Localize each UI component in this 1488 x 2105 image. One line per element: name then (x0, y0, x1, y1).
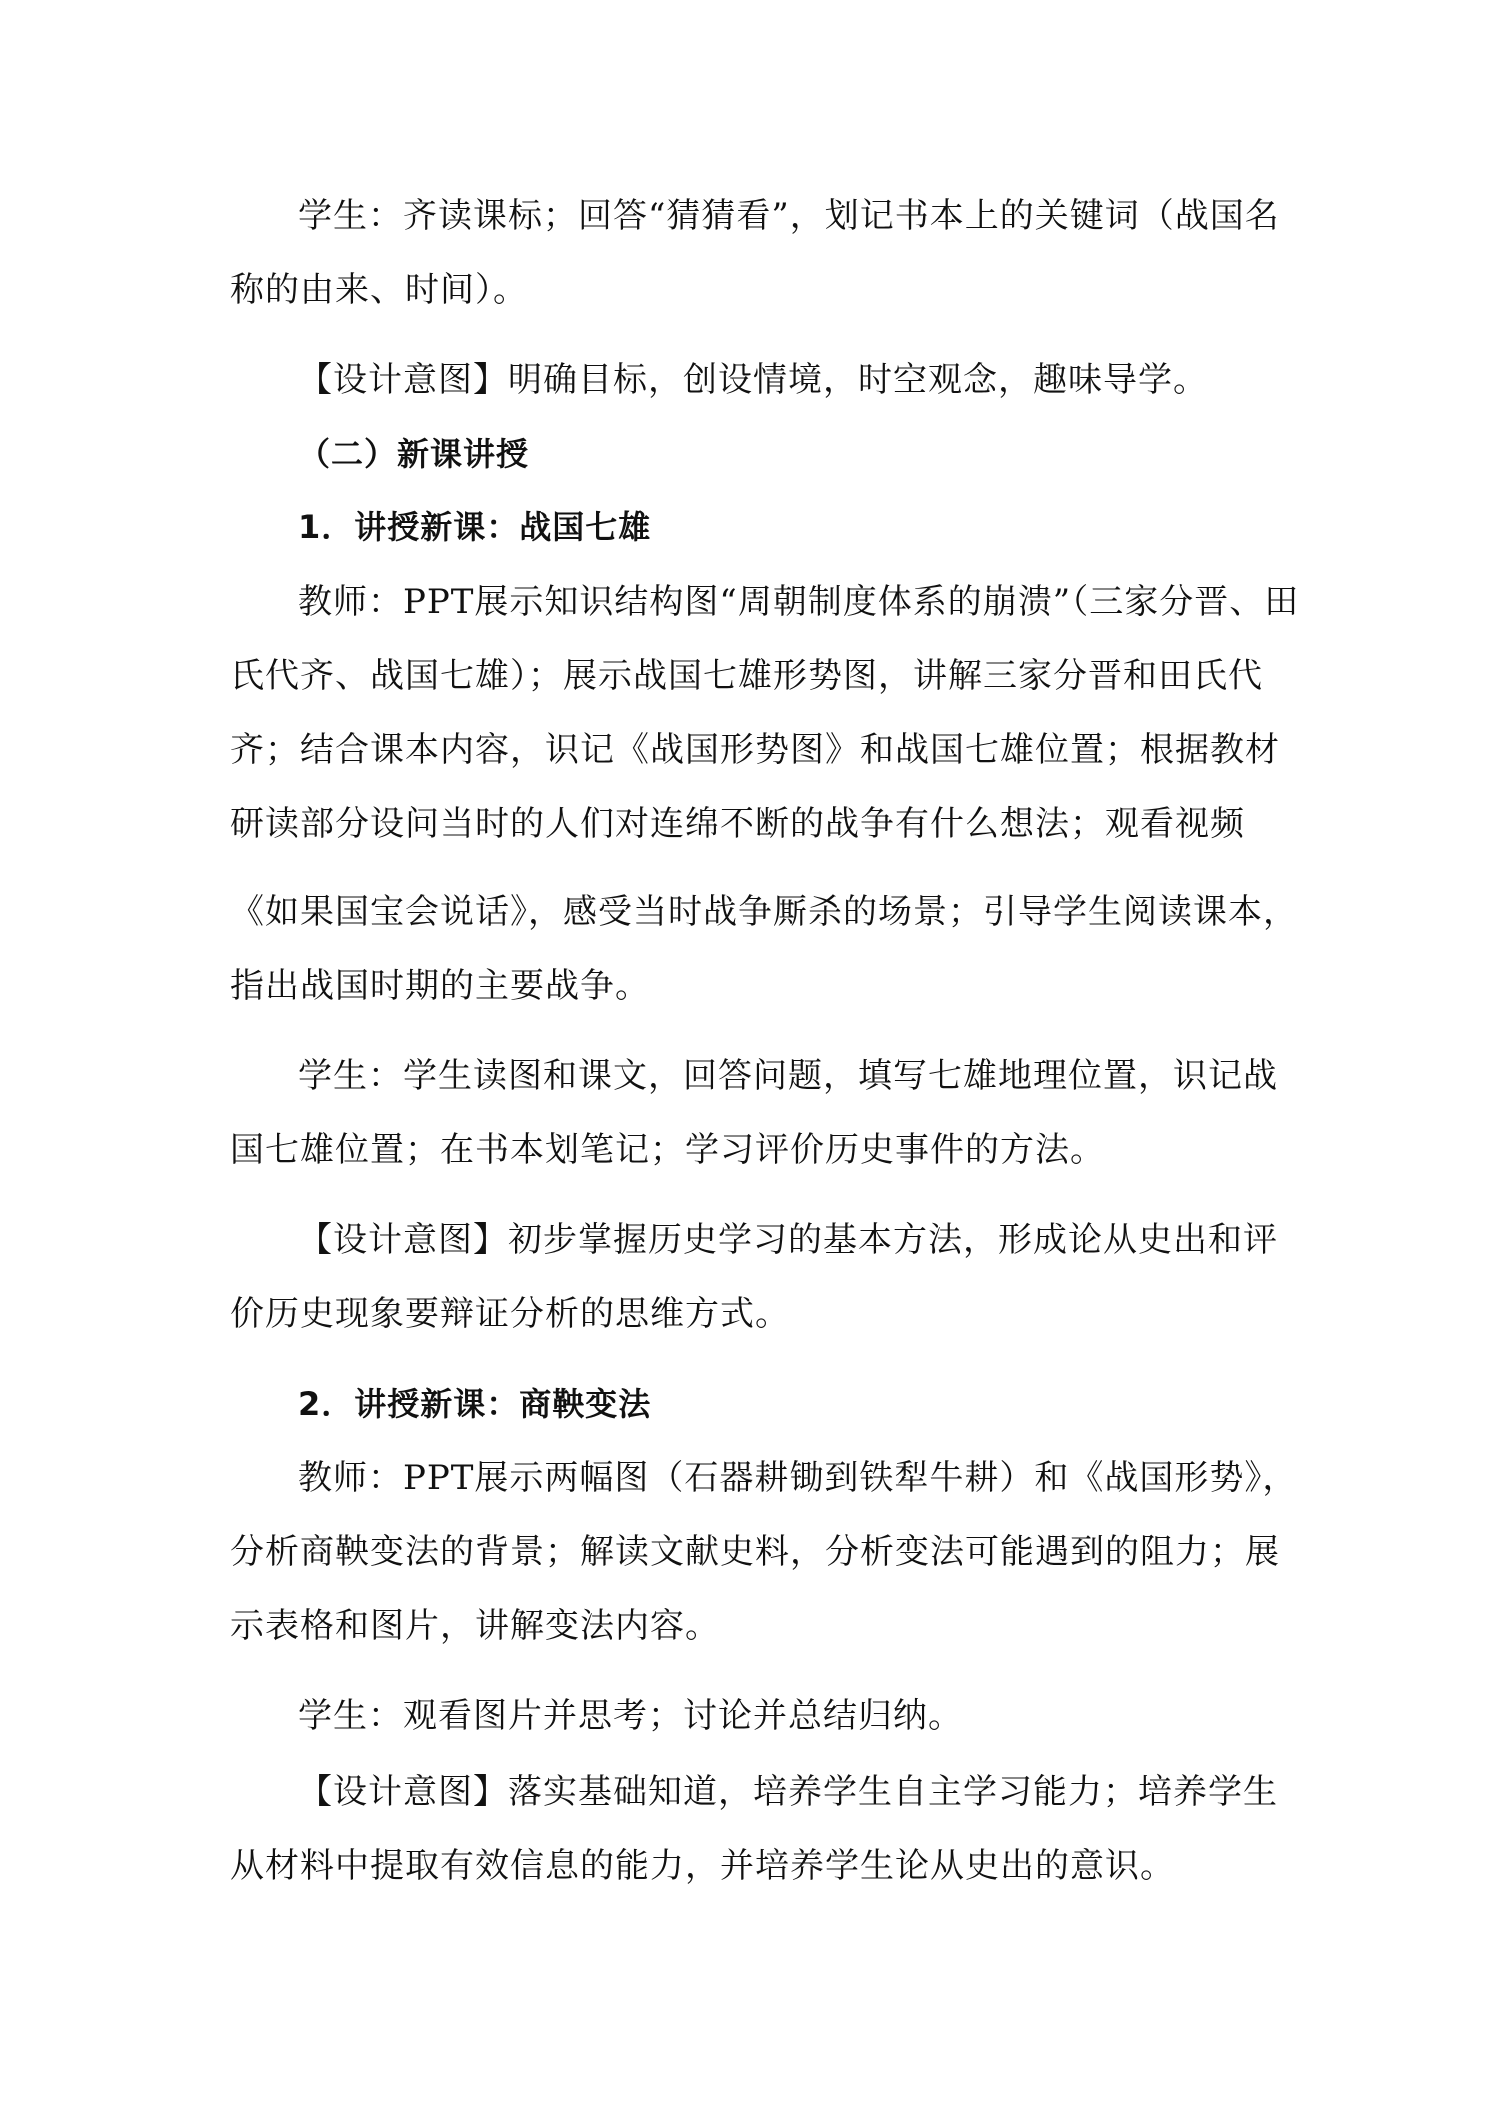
paragraph-students-2-line-2: 国七雄位置；在书本划笔记；学习评价历史事件的方法。 (230, 1130, 1105, 1170)
paragraph-students-1-line-2: 称的由来、时间）。 (230, 270, 528, 310)
paragraph-teacher-2-line-1: 教师：PPT展示两幅图（石器耕锄到铁犁牛耕）和《战国形势》， (298, 1458, 1298, 1498)
paragraph-design-2-line-2: 价历史现象要辩证分析的思维方式。 (230, 1294, 790, 1334)
paragraph-design-3-line-2: 从材料中提取有效信息的能力，并培养学生论从史出的意识。 (230, 1846, 1175, 1886)
paragraph-design-1-line-1: 【设计意图】明确目标，创设情境，时空观念，趣味导学。 (298, 360, 1208, 400)
paragraph-teacher-2-line-3: 示表格和图片，讲解变法内容。 (230, 1606, 720, 1646)
paragraph-teacher-1-line-2: 氏代齐、战国七雄）；展示战国七雄形势图，讲解三家分晋和田氏代 (230, 656, 1263, 696)
paragraph-students-1-line-1: 学生：齐读课标；回答“猜猜看”，划记书本上的关键词（战国名 (298, 196, 1280, 236)
subsection-heading-shang-yang-reform: 2．讲授新课：商鞅变法 (298, 1385, 652, 1423)
paragraph-students-2-line-1: 学生：学生读图和课文，回答问题，填写七雄地理位置，识记战 (298, 1056, 1278, 1096)
paragraph-teacher-1-line-5: 《如果国宝会说话》，感受当时战争厮杀的场景；引导学生阅读课本， (230, 892, 1298, 932)
paragraph-design-3-line-1: 【设计意图】落实基础知道，培养学生自主学习能力；培养学生 (298, 1772, 1278, 1812)
paragraph-teacher-1-line-1: 教师：PPT展示知识结构图“周朝制度体系的崩溃”（三家分晋、田 (298, 582, 1300, 622)
paragraph-teacher-2-line-2: 分析商鞅变法的背景；解读文献史料，分析变法可能遇到的阻力；展 (230, 1532, 1280, 1572)
paragraph-design-2-line-1: 【设计意图】初步掌握历史学习的基本方法，形成论从史出和评 (298, 1220, 1278, 1260)
section-heading-new-lesson: （二）新课讲授 (298, 435, 530, 473)
paragraph-teacher-1-line-6: 指出战国时期的主要战争。 (230, 966, 650, 1006)
paragraph-students-3-line-1: 学生：观看图片并思考；讨论并总结归纳。 (298, 1696, 963, 1736)
paragraph-teacher-1-line-4: 研读部分设问当时的人们对连绵不断的战争有什么想法；观看视频 (230, 804, 1245, 844)
paragraph-teacher-1-line-3: 齐；结合课本内容，识记《战国形势图》和战国七雄位置；根据教材 (230, 730, 1280, 770)
subsection-heading-warring-states: 1．讲授新课：战国七雄 (298, 508, 652, 546)
